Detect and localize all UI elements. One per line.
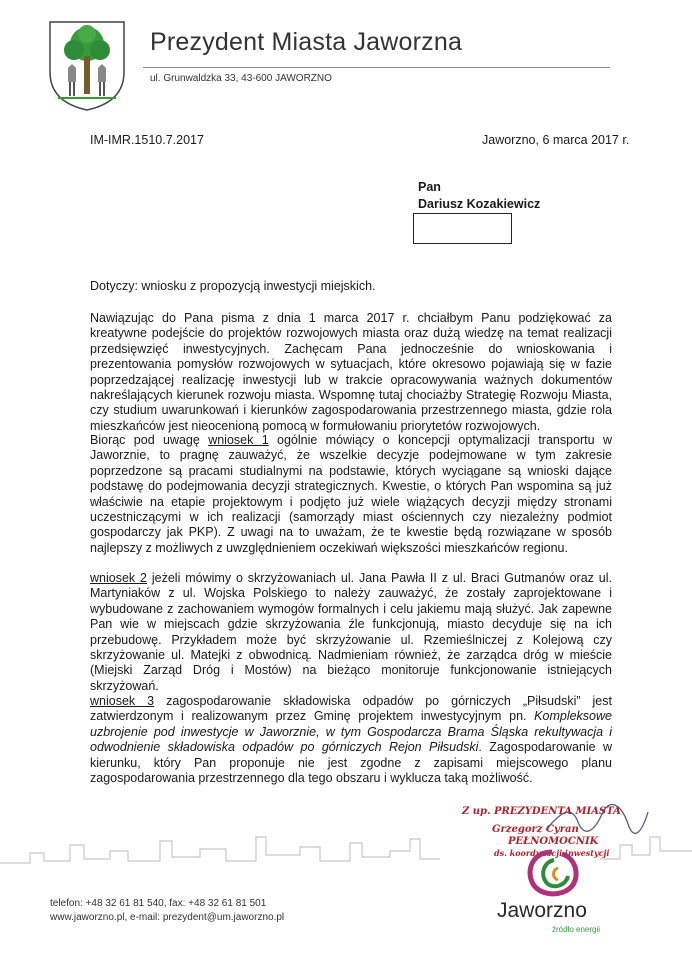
paragraph-proposal-2 bbox=[90, 571, 612, 694]
stamp-authority: Z up. PREZYDENTA MIASTA bbox=[462, 806, 621, 817]
paragraph-text: Biorąc pod uwagę bbox=[90, 433, 209, 447]
jaworzno-logo-tagline: źródło energii bbox=[552, 925, 601, 934]
stamp-position: PEŁNOMOCNIK bbox=[508, 836, 599, 847]
reference-number: IM-IMR.1510.7.2017 bbox=[90, 133, 204, 147]
proposal-2-label: wniosek 2 bbox=[90, 571, 147, 585]
paragraph-intro: Nawiązując do Pana pisma z dnia 1 marca 2017 r. chciałbym Panu podziękować za kreatywne podejście do projektów rozwojowych miasta oraz dużą wiedzę na temat realizacji przedsięwzięć inwestycyjnych. Zachęcam Pana jednocześnie do wnioskowania i prezentowania pomysłów rozwojowych w sytuacjach, które okresowo pojawiają się w fazie poprzedzającej realizację inwestycji lub w trakcie opracowywania ważnych dokumentów nakreślających kierunek rozwoju miasta. Wspomnę tutaj chociażby Strategię Rozwoju Miasta, czy studium uwarunkowań i kierunków zagospodarowania przestrzennego miasta, gdzie rola mieszkańców jest nieocenioną pomocą w formułowaniu priorytetów rozwojowych. bbox=[90, 311, 612, 433]
paragraph-proposal-3 bbox=[90, 694, 612, 786]
header-address: ul. Grunwaldzka 33, 43-600 JAWORZNO bbox=[150, 73, 332, 84]
footer-contact-web: www.jaworzno.pl, e-mail: prezydent@um.jaworzno.pl bbox=[50, 912, 285, 923]
stamp-signatory-name: Grzegorz Cyran bbox=[492, 824, 579, 835]
recipient-salutation: Pan bbox=[418, 180, 441, 194]
jaworzno-logo-icon bbox=[522, 848, 582, 900]
footer-contact-phone: telefon: +48 32 61 81 540, fax: +48 32 61 81 501 bbox=[50, 898, 267, 909]
paragraph-text: zagospodarowanie składowiska odpadów po górniczych „Piłsudski” jest zatwierdzonym i realizowanym przez Gminę projektem inwestycyjnym pn. bbox=[90, 694, 612, 724]
paragraph-proposal-1 bbox=[90, 433, 612, 556]
jaworzno-logo-text: Jaworzno bbox=[497, 899, 587, 922]
paragraph-text: jeżeli mówimy o skrzyżowaniach ul. Jana Pawła II z ul. Braci Gutmanów oraz ul. Martyniaków z ul. Wojska Polskiego to należy zauważyć, że zostały zaprojektowane i wybudowane z zachowaniem wymogów formalnych i celu jakiemu mają służyć. Jak zapewne Pan wie w miejscach gdzie skrzyżowania źle funkcjonują, miasto decyduje się na ich przebudowę. Przykładem może być skrzyżowanie ul. Rzemieślniczej z Kolejową czy skrzyżowanie ul. Matejki z obwodnicą. Nadmieniam również, że zarządca dróg w mieście (Miejski Zarząd Dróg i Mostów) na bieżąco monitoruje funkcjonowanie istniejących skrzyżowań. bbox=[90, 571, 612, 693]
paragraph-text: ogólnie mówiący o koncepcji optymalizacji transportu w Jaworznie, to pragnę zauważyć, że wszelkie decyzje podejmowane w tym zakresie poprzedzone są pracami studialnymi na podstawie, których wyciągane są wnioski dające podstawę do podejmowania decyzji strategicznych. Kwestie, o których Pan wspomina są już właściwie na etapie projektowym i podjęto już wiele wiążących decyzji między stronami uczestniczącymi w ich realizacji (samorządy miast ościennych czy niezależny podmiot gospodarczy jak PKP). Z uwagi na to uważam, że te kwestie będą rozwiązane w sposób najlepszy z możliwych z uwzględnieniem oczekiwań większości mieszkańców regionu. bbox=[90, 433, 612, 555]
letter-subject: Dotyczy: wniosku z propozycją inwestycji miejskich. bbox=[90, 279, 376, 293]
stamp-department: ds. koordynacji inwestycji bbox=[494, 848, 610, 858]
proposal-1-label: wniosek 1 bbox=[208, 433, 269, 447]
letter-date: Jaworzno, 6 marca 2017 r. bbox=[482, 133, 630, 147]
header-divider bbox=[143, 67, 610, 68]
recipient-name: Dariusz Kozakiewicz bbox=[418, 197, 541, 211]
project-name: Kompleksowe uzbrojenie pod inwestycje w Jaworznie, w tym Gospodarcza Brama Śląska rekultywacja i odwodnienie składowiska odpadów po górniczych Rejon Piłsudski bbox=[90, 709, 612, 755]
proposal-3-label: wniosek 3 bbox=[90, 694, 155, 708]
city-crest-icon bbox=[48, 20, 126, 112]
page-title: Prezydent Miasta Jaworzna bbox=[150, 28, 463, 56]
paragraph-text: . Zagospodarowanie w kierunku, który Pan proponuje nie jest zgodne z zapisami miejscowego planu zagospodarowania przestrzennego dla tego obszaru i wyklucza taką możliwość. bbox=[90, 740, 612, 786]
redacted-address-box bbox=[413, 213, 512, 244]
